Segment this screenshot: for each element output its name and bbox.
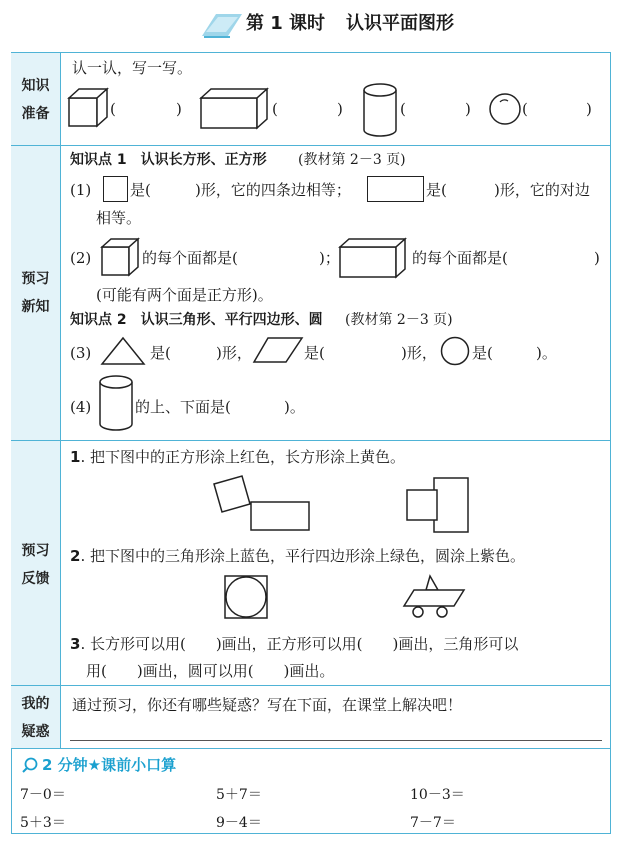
answer-paren-open: ( bbox=[522, 100, 528, 118]
f2-number: 2 bbox=[70, 547, 81, 565]
q1-text-b: )形，它的四条边相等； bbox=[195, 181, 351, 199]
q2-text-b: )； bbox=[319, 249, 340, 267]
k1-title: 知识点 1 认识长方形、正方形 bbox=[70, 152, 267, 168]
q4-text-a: 的上、下面是( bbox=[135, 398, 231, 416]
q2-number: (2) bbox=[70, 249, 92, 267]
cube-figure bbox=[101, 238, 139, 278]
f3-number: 3 bbox=[70, 635, 81, 653]
f3-text-line1: . 长方形可以用( )画出，正方形可以用( )画出，三角形可以 bbox=[80, 635, 519, 653]
cylinder-figure bbox=[98, 372, 134, 434]
q2-text-a: 的每个面都是( bbox=[142, 249, 238, 267]
cuboid-icon bbox=[200, 88, 270, 130]
divider bbox=[11, 440, 611, 441]
q2-text-d: ) bbox=[594, 249, 600, 267]
tilted-square-and-rectangle-figure bbox=[210, 472, 314, 534]
answer-paren-open: ( bbox=[272, 100, 278, 118]
page-title: 认识平面图形 bbox=[346, 13, 454, 34]
q3-text-b: )形， bbox=[216, 344, 252, 362]
section-label-feedback: 预习 反馈 bbox=[21, 543, 50, 587]
f1-text: . 把下图中的正方形涂上红色，长方形涂上黄色。 bbox=[80, 448, 405, 466]
calc-item: 5＋3＝ bbox=[20, 815, 66, 831]
parallelogram-figure bbox=[252, 336, 304, 364]
f3-line1 bbox=[70, 634, 518, 654]
q4-text-b: )。 bbox=[284, 398, 305, 416]
answer-paren-close: ) bbox=[586, 100, 592, 118]
f1-number: 1 bbox=[70, 448, 81, 466]
q3-text-e: 是( bbox=[472, 344, 493, 362]
calc-item: 10－3＝ bbox=[410, 787, 465, 803]
triangle-figure bbox=[100, 336, 146, 366]
q3-text-a: 是( bbox=[150, 344, 171, 362]
f2-line bbox=[70, 546, 525, 566]
q2-text-c: 的每个面都是( bbox=[412, 249, 508, 267]
cuboid-figure bbox=[339, 238, 407, 280]
f3-line2: 用( )画出，圆可以用( )画出。 bbox=[86, 662, 335, 680]
square-figure bbox=[103, 176, 128, 202]
q1-number: (1) bbox=[70, 181, 92, 199]
k1-source: (教材第 2－3 页) bbox=[298, 152, 406, 168]
square-and-tall-rectangle-figure bbox=[404, 476, 472, 534]
answer-paren-close: ) bbox=[176, 100, 182, 118]
section-label-doubt: 我的 疑惑 bbox=[21, 696, 50, 740]
cart-figure bbox=[402, 574, 468, 620]
calc-item: 9－4＝ bbox=[216, 815, 262, 831]
lesson-number: 第 1 课时 bbox=[246, 13, 326, 34]
f1-line bbox=[70, 447, 405, 467]
book-icon bbox=[200, 12, 244, 38]
k2-title: 知识点 2 认识三角形、平行四边形、圆 bbox=[70, 312, 323, 328]
side-divider bbox=[60, 53, 61, 749]
calc-title: 2 分钟★课前小口算 bbox=[42, 756, 177, 774]
calc-item: 7－7＝ bbox=[410, 815, 456, 831]
cylinder-icon bbox=[362, 80, 398, 140]
divider bbox=[11, 748, 611, 749]
q3-text-c: 是( bbox=[304, 344, 325, 362]
circle-figure bbox=[440, 336, 470, 366]
q1-text-c: 是( bbox=[426, 181, 447, 199]
circle-in-square-figure bbox=[223, 574, 269, 620]
q4-number: (4) bbox=[70, 398, 92, 416]
section-label-new: 预习 新知 bbox=[21, 271, 50, 315]
answer-paren-close: ) bbox=[465, 100, 471, 118]
q3-text-f: )。 bbox=[536, 344, 557, 362]
q1-text-d: )形，它的对边 bbox=[494, 181, 590, 199]
calc-item: 7－0＝ bbox=[20, 787, 66, 803]
section-label-prep: 知识 准备 bbox=[21, 78, 50, 122]
q1-text-a: 是( bbox=[130, 181, 151, 199]
sphere-icon bbox=[488, 92, 522, 126]
calc-item: 5＋7＝ bbox=[216, 787, 262, 803]
divider bbox=[11, 685, 611, 686]
search-icon bbox=[22, 757, 38, 773]
k2-source: (教材第 2－3 页) bbox=[345, 312, 453, 328]
divider bbox=[11, 145, 611, 146]
rectangle-figure bbox=[367, 176, 424, 202]
q2-text-e: (可能有两个面是正方形)。 bbox=[96, 286, 273, 304]
doubt-prompt: 通过预习，你还有哪些疑惑？写在下面，在课堂上解决吧！ bbox=[72, 696, 463, 714]
cube-icon bbox=[68, 88, 108, 128]
doubt-answer-line[interactable] bbox=[70, 740, 602, 741]
q1-text-e: 相等。 bbox=[96, 209, 142, 227]
f2-text: . 把下图中的三角形涂上蓝色，平行四边形涂上绿色，圆涂上紫色。 bbox=[80, 547, 525, 565]
answer-paren-open: ( bbox=[110, 100, 116, 118]
answer-paren-open: ( bbox=[400, 100, 406, 118]
q3-text-d: )形， bbox=[401, 344, 437, 362]
q3-number: (3) bbox=[70, 344, 92, 362]
answer-paren-close: ) bbox=[337, 100, 343, 118]
prep-prompt: 认一认，写一写。 bbox=[72, 59, 193, 77]
